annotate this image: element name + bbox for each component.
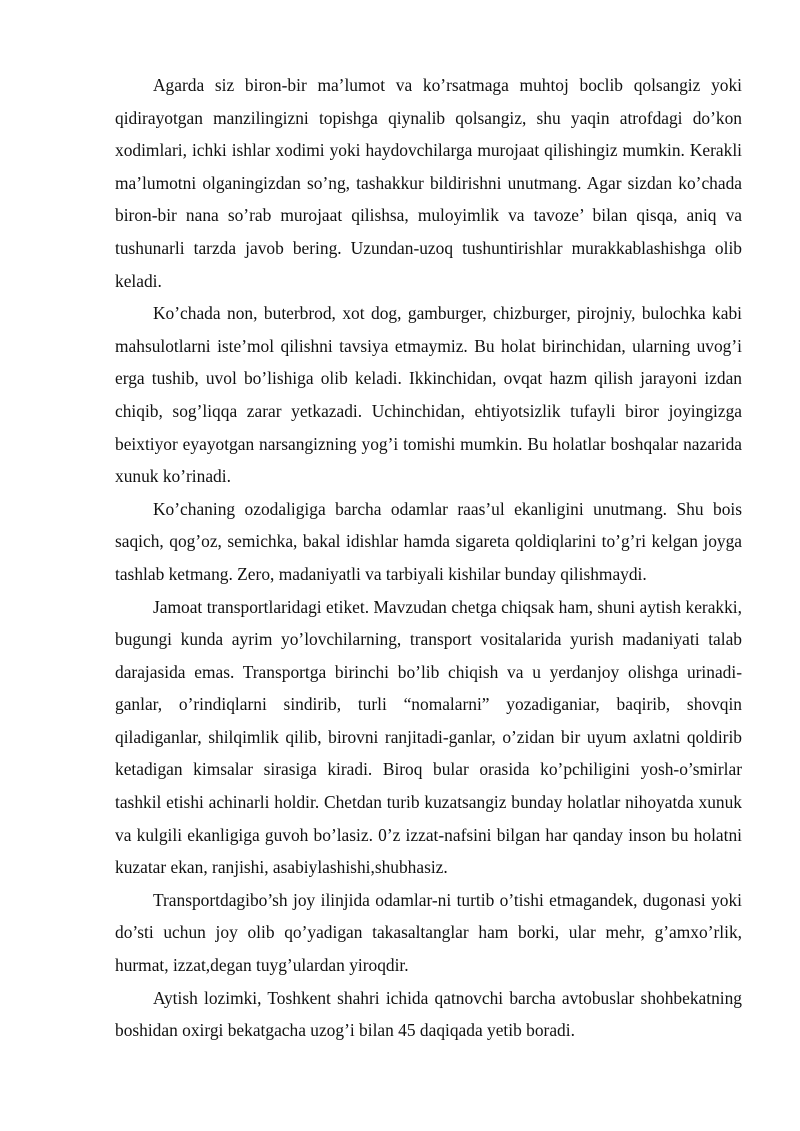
paragraph-6: Aytish lozimki, Toshkent shahri ichida qatnovchi barcha avtobuslar shohbekatning boshidan oxirgi bekatgacha uzog’i bilan 45 daqiqada yetib boradi. [115,987,742,1041]
paragraph-3: Ko’chaning ozodaligiga barcha odamlar raas’ul ekanligini unutmang. Shu bois saqich, qog’oz, semichka, bakal idishlar hamda sigareta qoldiqlarini to’g’ri kelgan joyga tashlab ketmang. Zero, madaniyatli va tarbiyali kishilar bunday qilishmaydi. [115,498,742,584]
paragraph-2: Ko’chada non, buterbrod, xot dog, gamburger, chizburger, pirojniy, bulochka kabi mahsulotlarni iste’mol qilishni tavsiya etmaymiz. Bu holat birinchidan, ularning uvog’i erga tushib, uvol bo’lishiga olib keladi. Ikkinchidan, ovqat hazm qilish jarayoni izdan chiqib, sog’liqqa zarar yetkazadi. Uchinchidan, ehtiyotsizlik tufayli biror joyingizga beixtiyor eyayotgan narsangizning yog’i tomishi mumkin. Bu holatlar boshqalar nazarida xunuk ko’rinadi. [115,303,742,487]
paragraph-4: Jamoat transportlaridagi etiket. Mavzudan chetga chiqsak ham, shuni aytish kerakki, bugungi kunda ayrim yo’lovchilarning, transport vositalarida yurish madaniyati talab darajasida emas. Transportga birinchi bo’lib chiqish va u yerdanjoy olishga urinadi-ganlar, o’rindiqlarni sindirib, turli “nomalarni” yozadiganiar, baqirib, shovqin qiladiganlar, shilqimlik qilib, birovni ranjitadi-ganlar, o’zidan bir uyum axlatni qoldirib ketadigan kimsalar sirasiga kiradi. Biroq bular orasida ko’pchiligini yosh-o’smirlar tashkil etishi achinarli holdir. Chetdan turib kuzatsangiz bunday holatlar nihoyatda xunuk va kulgili ekanligiga guvoh bo’lasiz. 0’z izzat-nafsini bilgan har qanday inson bu holatni kuzatar ekan, ranjishi, asabiylashishi,shubhasiz. [115,596,742,878]
paragraph-5: Transportdagibo’sh joy ilinjida odamlar-ni turtib o’tishi etmagandek, dugonasi yoki do’sti uchun joy olib qo’yadigan takasaltanglar ham borki, ular mehr, g’amxo’rlik, hurmat, izzat,degan tuyg’ulardan yiroqdir. [115,889,742,976]
document-page [115,69,742,1047]
paragraph-1: Agarda siz biron-bir ma’lumot va ko’rsatmaga muhtoj boclib qolsangiz yoki qidirayotgan manzilingizni topishga qiynalib qolsangiz, shu yaqin atrofdagi do’kon xodimlari, ichki ishlar xodimi yoki haydovchilarga murojaat qilishingiz mumkin. Kerakli ma’lumotni olganingizdan so’ng, tashakkur bildirishni unutmang. Agar sizdan ko’chada biron-bir nana so’rab murojaat qilishsa, muloyimlik va tavoze’ bilan qisqa, aniq va tushunarli tarzda javob bering. Uzundan-uzoq tushuntirishlar murakkablashishga olib keladi. [115,75,742,291]
